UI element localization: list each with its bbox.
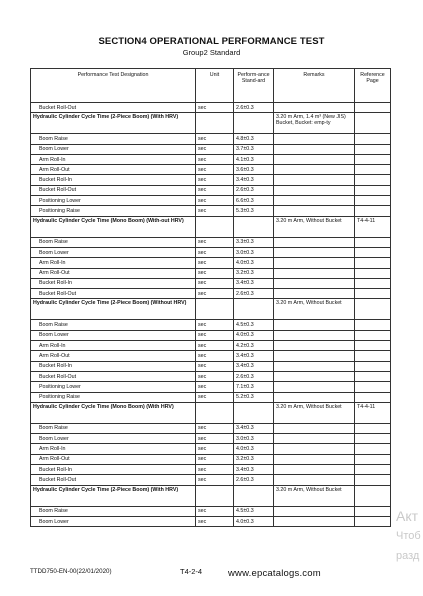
activation-watermark-line2: Чтоб (396, 530, 421, 542)
table-row (31, 268, 391, 278)
cell-reference (355, 506, 391, 516)
cell-reference (355, 196, 391, 206)
activation-watermark-line1: Акт (396, 508, 419, 524)
cell-standard (234, 402, 274, 423)
cell-designation: Positioning Lower (31, 382, 196, 392)
cell-remarks (274, 165, 355, 175)
cell-remarks (274, 320, 355, 330)
table-row (31, 103, 391, 113)
cell-designation: Hydraulic Cylinder Cycle Time (2-Piece Boom) (Without HRV) (31, 299, 196, 320)
cell-remarks (274, 454, 355, 464)
cell-designation: Hydraulic Cylinder Cycle Time (2-Piece Boom) (With HRV) (31, 485, 196, 506)
cell-unit: sec (196, 371, 234, 381)
cell-designation: Hydraulic Cylinder Cycle Time (Mono Boom) (With-out HRV) (31, 216, 196, 237)
cell-unit: sec (196, 289, 234, 299)
cell-designation: Boom Lower (31, 516, 196, 526)
cell-standard: 3.2±0.3 (234, 268, 274, 278)
cell-reference (355, 103, 391, 113)
cell-remarks (274, 382, 355, 392)
cell-designation: Bucket Roll-In (31, 465, 196, 475)
table-group-row (31, 299, 391, 320)
cell-unit: sec (196, 434, 234, 444)
cell-unit: sec (196, 341, 234, 351)
cell-reference (355, 185, 391, 195)
cell-reference (355, 134, 391, 144)
cell-unit: sec (196, 516, 234, 526)
col-header-remarks: Remarks (274, 69, 355, 103)
cell-reference (355, 516, 391, 526)
cell-designation: Boom Raise (31, 134, 196, 144)
cell-reference: T4-4-11 (355, 402, 391, 423)
cell-standard: 4.2±0.3 (234, 341, 274, 351)
cell-standard: 4.5±0.3 (234, 320, 274, 330)
table-row (31, 371, 391, 381)
document-code: TTDD750-EN-00(22/01/2020) (30, 568, 112, 575)
cell-standard: 3.4±0.3 (234, 465, 274, 475)
cell-designation: Positioning Lower (31, 196, 196, 206)
cell-unit (196, 299, 234, 320)
cell-standard (234, 299, 274, 320)
cell-remarks (274, 258, 355, 268)
cell-designation: Boom Lower (31, 434, 196, 444)
table-row (31, 185, 391, 195)
cell-designation: Bucket Roll-Out (31, 289, 196, 299)
cell-reference (355, 423, 391, 433)
table-row (31, 423, 391, 433)
cell-unit: sec (196, 103, 234, 113)
cell-standard: 7.1±0.3 (234, 382, 274, 392)
cell-unit: sec (196, 454, 234, 464)
cell-standard: 4.0±0.3 (234, 516, 274, 526)
cell-reference (355, 237, 391, 247)
cell-standard: 3.7±0.3 (234, 144, 274, 154)
cell-unit: sec (196, 175, 234, 185)
cell-remarks (274, 516, 355, 526)
cell-remarks (274, 144, 355, 154)
site-watermark[interactable]: www.epcatalogs.com (228, 568, 321, 579)
cell-standard: 3.0±0.3 (234, 434, 274, 444)
cell-designation: Bucket Roll-In (31, 175, 196, 185)
cell-reference (355, 144, 391, 154)
cell-reference (355, 320, 391, 330)
cell-remarks (274, 330, 355, 340)
cell-reference (355, 330, 391, 340)
cell-reference (355, 465, 391, 475)
table-header-row (31, 69, 391, 103)
cell-standard: 3.4±0.3 (234, 423, 274, 433)
cell-designation: Arm Roll-In (31, 341, 196, 351)
cell-reference (355, 165, 391, 175)
cell-unit: sec (196, 185, 234, 195)
cell-unit: sec (196, 268, 234, 278)
cell-remarks (274, 351, 355, 361)
cell-remarks: 3.20 m Arm, Without Bucket (274, 299, 355, 320)
cell-remarks (274, 268, 355, 278)
cell-standard: 3.2±0.3 (234, 454, 274, 464)
cell-unit: sec (196, 278, 234, 288)
cell-designation: Arm Roll-Out (31, 165, 196, 175)
cell-unit: sec (196, 196, 234, 206)
cell-designation: Positioning Raise (31, 206, 196, 216)
cell-reference (355, 475, 391, 485)
cell-unit: sec (196, 247, 234, 257)
table-row (31, 278, 391, 288)
cell-standard: 5.3±0.3 (234, 206, 274, 216)
cell-remarks (274, 361, 355, 371)
table-row (31, 444, 391, 454)
cell-unit: sec (196, 392, 234, 402)
table-row (31, 134, 391, 144)
cell-remarks (274, 278, 355, 288)
cell-unit (196, 485, 234, 506)
cell-remarks (274, 341, 355, 351)
cell-remarks (274, 185, 355, 195)
table-row (31, 237, 391, 247)
table-row (31, 465, 391, 475)
cell-reference (355, 247, 391, 257)
cell-standard: 3.4±0.3 (234, 351, 274, 361)
cell-remarks (274, 206, 355, 216)
cell-standard: 4.0±0.3 (234, 258, 274, 268)
cell-unit: sec (196, 206, 234, 216)
cell-designation: Arm Roll-In (31, 154, 196, 164)
table-row (31, 475, 391, 485)
cell-standard (234, 216, 274, 237)
table-row (31, 144, 391, 154)
cell-reference (355, 351, 391, 361)
cell-standard: 4.0±0.3 (234, 330, 274, 340)
cell-standard (234, 485, 274, 506)
cell-designation: Boom Raise (31, 320, 196, 330)
cell-unit: sec (196, 320, 234, 330)
table-row (31, 361, 391, 371)
table-row (31, 341, 391, 351)
table-row (31, 247, 391, 257)
cell-standard: 2.6±0.3 (234, 289, 274, 299)
cell-reference (355, 434, 391, 444)
cell-reference (355, 361, 391, 371)
table-row (31, 320, 391, 330)
cell-remarks (274, 247, 355, 257)
cell-reference (355, 258, 391, 268)
activation-watermark-line3: разд (396, 550, 420, 562)
cell-designation: Boom Raise (31, 423, 196, 433)
table-row (31, 196, 391, 206)
table-row (31, 506, 391, 516)
cell-remarks: 3.20 m Arm, Without Bucket (274, 485, 355, 506)
table-row (31, 165, 391, 175)
cell-unit: sec (196, 258, 234, 268)
cell-reference (355, 371, 391, 381)
cell-remarks (274, 392, 355, 402)
cell-standard: 6.6±0.3 (234, 196, 274, 206)
cell-unit: sec (196, 475, 234, 485)
cell-remarks (274, 506, 355, 516)
performance-table (30, 68, 391, 527)
cell-unit: sec (196, 165, 234, 175)
table-body (31, 103, 391, 527)
cell-remarks (274, 444, 355, 454)
cell-unit: sec (196, 154, 234, 164)
table-row (31, 258, 391, 268)
cell-designation: Hydraulic Cylinder Cycle Time (Mono Boom) (With HRV) (31, 402, 196, 423)
cell-designation: Bucket Roll-Out (31, 103, 196, 113)
cell-designation: Bucket Roll-Out (31, 185, 196, 195)
cell-standard: 3.0±0.3 (234, 247, 274, 257)
cell-designation: Boom Raise (31, 506, 196, 516)
cell-remarks (274, 475, 355, 485)
cell-unit: sec (196, 330, 234, 340)
cell-standard: 4.5±0.3 (234, 506, 274, 516)
cell-reference (355, 485, 391, 506)
cell-unit: sec (196, 351, 234, 361)
cell-remarks: 3.20 m Arm, 1.4 m³ (New JIS) Bucket, Bucket: emp-ty (274, 113, 355, 134)
cell-reference (355, 289, 391, 299)
col-header-standard: Perform-ance Stand-ard (234, 69, 274, 103)
page-number: T4-2-4 (180, 567, 203, 576)
cell-designation: Positioning Raise (31, 392, 196, 402)
cell-designation: Bucket Roll-Out (31, 475, 196, 485)
cell-reference (355, 175, 391, 185)
cell-standard: 2.6±0.3 (234, 371, 274, 381)
cell-reference (355, 444, 391, 454)
cell-unit: sec (196, 237, 234, 247)
cell-remarks (274, 289, 355, 299)
cell-reference (355, 341, 391, 351)
table-row (31, 289, 391, 299)
cell-standard: 4.0±0.3 (234, 444, 274, 454)
cell-designation: Arm Roll-In (31, 258, 196, 268)
cell-reference (355, 454, 391, 464)
table-row (31, 454, 391, 464)
cell-unit: sec (196, 423, 234, 433)
cell-standard: 2.6±0.3 (234, 185, 274, 195)
cell-standard: 3.6±0.3 (234, 165, 274, 175)
table-row (31, 330, 391, 340)
table-row (31, 175, 391, 185)
cell-remarks (274, 423, 355, 433)
cell-remarks (274, 237, 355, 247)
cell-reference (355, 392, 391, 402)
cell-designation: Arm Roll-In (31, 444, 196, 454)
cell-unit (196, 402, 234, 423)
cell-reference (355, 154, 391, 164)
cell-reference (355, 382, 391, 392)
cell-unit (196, 216, 234, 237)
cell-reference: T4-4-11 (355, 216, 391, 237)
cell-remarks (274, 465, 355, 475)
cell-remarks: 3.20 m Arm, Without Bucket (274, 216, 355, 237)
table-row (31, 434, 391, 444)
cell-standard: 3.3±0.3 (234, 237, 274, 247)
cell-reference (355, 278, 391, 288)
cell-unit: sec (196, 134, 234, 144)
cell-designation: Boom Lower (31, 330, 196, 340)
col-header-designation: Performance Test Designation (31, 69, 196, 103)
cell-designation: Bucket Roll-Out (31, 371, 196, 381)
cell-standard: 4.8±0.3 (234, 134, 274, 144)
cell-remarks (274, 196, 355, 206)
table-row (31, 392, 391, 402)
cell-reference (355, 113, 391, 134)
cell-standard: 5.2±0.3 (234, 392, 274, 402)
cell-remarks (274, 434, 355, 444)
section-subtitle: Group2 Standard (182, 48, 241, 57)
cell-standard: 4.1±0.3 (234, 154, 274, 164)
col-header-unit: Unit (196, 69, 234, 103)
cell-designation: Arm Roll-Out (31, 454, 196, 464)
cell-designation: Arm Roll-Out (31, 268, 196, 278)
cell-unit: sec (196, 444, 234, 454)
cell-unit: sec (196, 382, 234, 392)
cell-standard (234, 113, 274, 134)
cell-remarks (274, 154, 355, 164)
table-group-row (31, 216, 391, 237)
cell-designation: Bucket Roll-In (31, 361, 196, 371)
table-row (31, 516, 391, 526)
cell-standard: 3.4±0.3 (234, 361, 274, 371)
cell-unit: sec (196, 506, 234, 516)
table-row (31, 206, 391, 216)
cell-designation: Boom Lower (31, 247, 196, 257)
cell-remarks (274, 103, 355, 113)
table-row (31, 154, 391, 164)
table-row (31, 382, 391, 392)
cell-unit: sec (196, 144, 234, 154)
cell-remarks (274, 134, 355, 144)
cell-reference (355, 268, 391, 278)
cell-standard: 2.6±0.3 (234, 475, 274, 485)
cell-standard: 3.4±0.3 (234, 278, 274, 288)
table-row (31, 351, 391, 361)
cell-remarks: 3.20 m Arm, Without Bucket (274, 402, 355, 423)
cell-designation: Bucket Roll-In (31, 278, 196, 288)
col-header-reference: Reference Page (355, 69, 391, 103)
cell-reference (355, 206, 391, 216)
cell-designation: Boom Lower (31, 144, 196, 154)
cell-unit: sec (196, 465, 234, 475)
cell-standard: 2.6±0.3 (234, 103, 274, 113)
cell-remarks (274, 175, 355, 185)
cell-designation: Boom Raise (31, 237, 196, 247)
cell-standard: 3.4±0.3 (234, 175, 274, 185)
cell-unit (196, 113, 234, 134)
table-group-row (31, 485, 391, 506)
table-group-row (31, 113, 391, 134)
cell-designation: Hydraulic Cylinder Cycle Time (2-Piece Boom) (With HRV) (31, 113, 196, 134)
section-title: SECTION4 OPERATIONAL PERFORMANCE TEST (98, 36, 325, 47)
cell-reference (355, 299, 391, 320)
cell-unit: sec (196, 361, 234, 371)
table-group-row (31, 402, 391, 423)
cell-remarks (274, 371, 355, 381)
cell-designation: Arm Roll-Out (31, 351, 196, 361)
